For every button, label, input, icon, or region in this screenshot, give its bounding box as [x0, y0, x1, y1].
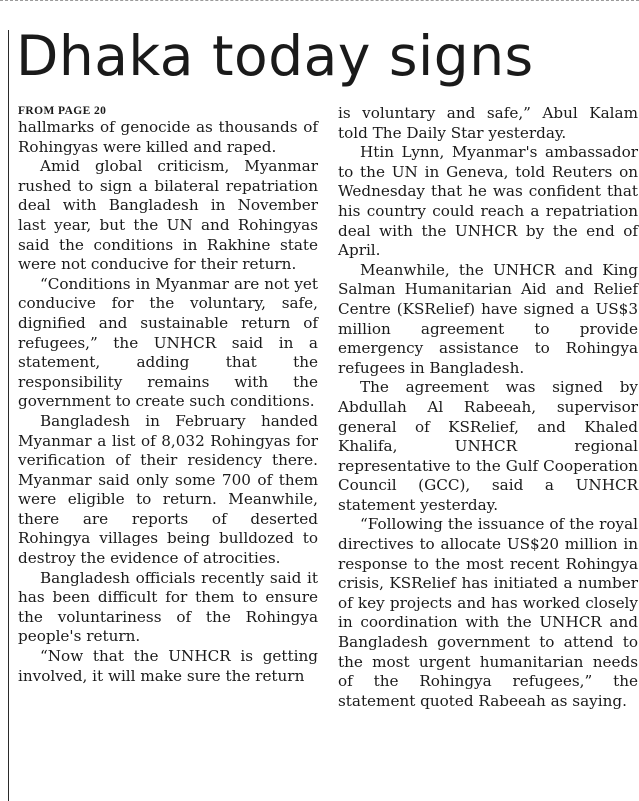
left-column	[18, 104, 318, 686]
paragraph: Bangladesh officials recently said it has been difficult for them to ensure the voluntariness of the Rohingya people's return.	[18, 568, 318, 646]
paragraph: Bangladesh in February handed Myanmar a list of 8,032 Rohingyas for verification of their residency there. Myanmar said only some 700 of them were eligible to return. Meanwhile, there are reports of deserted Rohingya villages being bulldozed to destroy the evidence of atrocities.	[18, 411, 318, 568]
paragraph: is voluntary and safe,” Abul Kalam told The Daily Star yesterday.	[338, 104, 638, 142]
top-dashed-rule	[0, 0, 639, 2]
left-column-rule	[8, 30, 9, 801]
paragraph: hallmarks of genocide as thousands of Rohingyas were killed and raped.	[18, 118, 318, 156]
right-column	[338, 104, 638, 711]
paragraph: Amid global criticism, Myanmar rushed to sign a bilateral repatriation deal with Bangladesh in November last year, but the UN and Rohingyas said the conditions in Rakhine state were not conducive for their return.	[18, 157, 318, 274]
paragraph: Meanwhile, the UNHCR and King Salman Humanitarian Aid and Relief Centre (KSRelief) have signed a US$3 million agreement to provide emergency assistance to Rohingya refugees in Bangladesh.	[338, 260, 638, 377]
jump-line: FROM PAGE 20	[18, 105, 107, 117]
paragraph: “Now that the UNHCR is getting involved, it will make sure the return	[18, 647, 318, 685]
headline: Dhaka today signs	[16, 24, 534, 88]
paragraph: “Following the issuance of the royal directives to allocate US$20 million in response to the most recent Rohingya crisis, KSRelief has initiated a number of key projects and has worked closely in coordination with the UNHCR and Bangladesh government to attend to the most urgent humanitarian needs of the Rohingya refugees,” the statement quoted Rabeeah as saying.	[338, 515, 638, 710]
paragraph: The agreement was signed by Abdullah Al Rabeeah, supervisor general of KSRelief, and Khaled Khalifa, UNHCR regional representative to the Gulf Cooperation Council (GCC), said a UNHCR statement yesterday.	[338, 378, 638, 514]
paragraph: Htin Lynn, Myanmar's ambassador to the UN in Geneva, told Reuters on Wednesday that he was confident that his country could reach a repatriation deal with the UNHCR by the end of April.	[338, 143, 638, 260]
paragraph: “Conditions in Myanmar are not yet conducive for the voluntary, safe, dignified and sustainable return of refugees,” the UNHCR said in a statement, adding that the responsibility remains with the government to create such conditions.	[18, 274, 318, 411]
